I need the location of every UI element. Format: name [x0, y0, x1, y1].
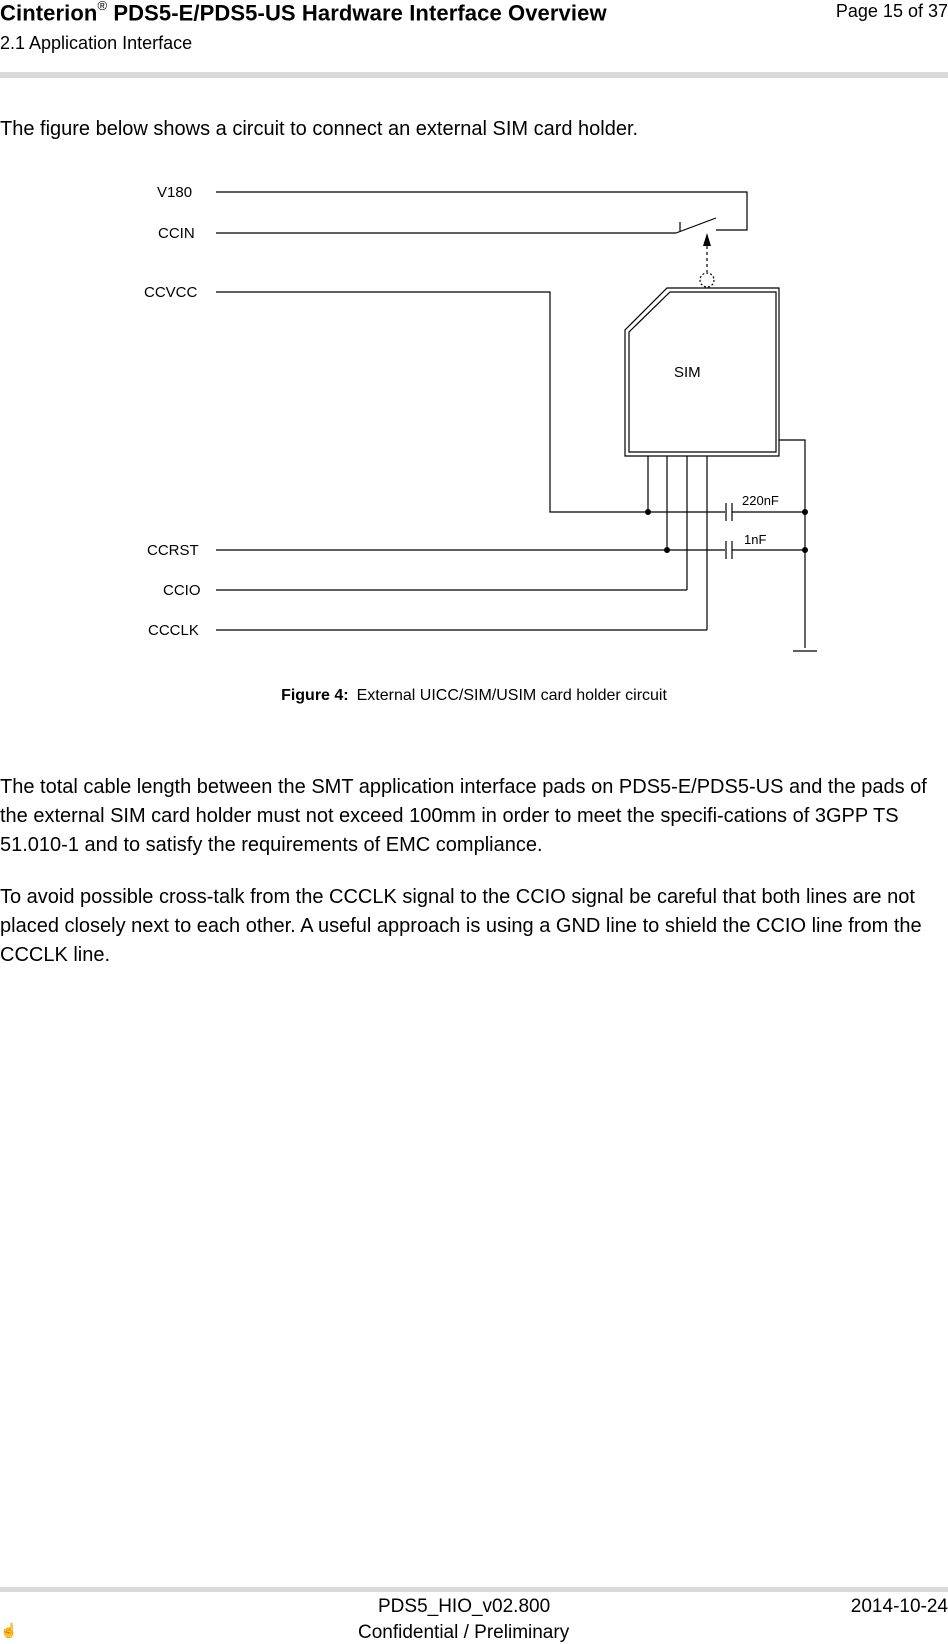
sim-card-inner	[629, 292, 776, 452]
header-divider	[0, 72, 948, 78]
brand-name: Cinterion	[0, 0, 98, 26]
junction-gnd-1nf	[802, 547, 808, 553]
section-heading: 2.1 Application Interface	[0, 33, 193, 53]
signal-label-ccclk: CCCLK	[148, 622, 199, 639]
title-text: PDS5-E/PDS5-US Hardware Interface Overview	[113, 0, 607, 26]
v180-wire	[216, 192, 747, 230]
figure-caption-text: External UICC/SIM/USIM card holder circuit	[356, 687, 667, 704]
footer-divider	[0, 1587, 948, 1592]
figure-caption	[0, 687, 948, 705]
sim-label: SIM	[674, 364, 701, 381]
signal-label-v180: V180	[157, 184, 193, 201]
signal-label-ccrst: CCRST	[147, 542, 199, 559]
intro-text: The figure below shows a circuit to connect an external SIM card holder.	[0, 118, 639, 140]
switch-actuator-arrowhead	[703, 233, 711, 246]
signal-label-ccin: CCIN	[158, 225, 195, 242]
confidentiality-notice: Confidential / Preliminary	[358, 1622, 570, 1643]
registered-mark: ®	[97, 0, 108, 13]
body-paragraph: The total cable length between the SMT application interface pads on PDS5-E/PDS5-US and the pads of the external SIM card holder must not exceed 100mm in order to meet the specifi-cations of 3GPP TS 51.010-1 and to satisfy the requirements of EMC compliance.	[0, 776, 927, 856]
sim-ground-wire	[779, 440, 805, 648]
cap-220nf-label: 220nF	[742, 493, 779, 508]
junction-ccvcc	[645, 509, 651, 515]
signal-label-ccvcc: CCVCC	[144, 284, 198, 301]
junction-gnd-220nf	[802, 509, 808, 515]
signal-label-ccio: CCIO	[163, 582, 201, 599]
document-date: 2014-10-24	[850, 1596, 948, 1617]
figure-caption-label: Figure 4:	[281, 687, 349, 704]
hand-pointer-icon: ☝	[0, 1622, 18, 1638]
document-id: PDS5_HIO_v02.800	[378, 1596, 551, 1617]
body-paragraph: To avoid possible cross-talk from the CCCLK signal to the CCIO signal be careful that both lines are not placed closely next to each other. A useful approach is using a GND line to shield the CCIO line from the CCCLK line.	[0, 886, 922, 966]
ccvcc-wire	[216, 292, 648, 512]
sim-circuit-diagram	[0, 160, 948, 680]
switch-contact	[676, 218, 716, 233]
page-number: Page 15 of 37	[835, 1, 948, 21]
junction-ccrst	[664, 547, 670, 553]
switch-actuator-knob	[700, 273, 714, 287]
cap-1nf-label: 1nF	[744, 532, 767, 547]
document-title	[0, 0, 607, 26]
